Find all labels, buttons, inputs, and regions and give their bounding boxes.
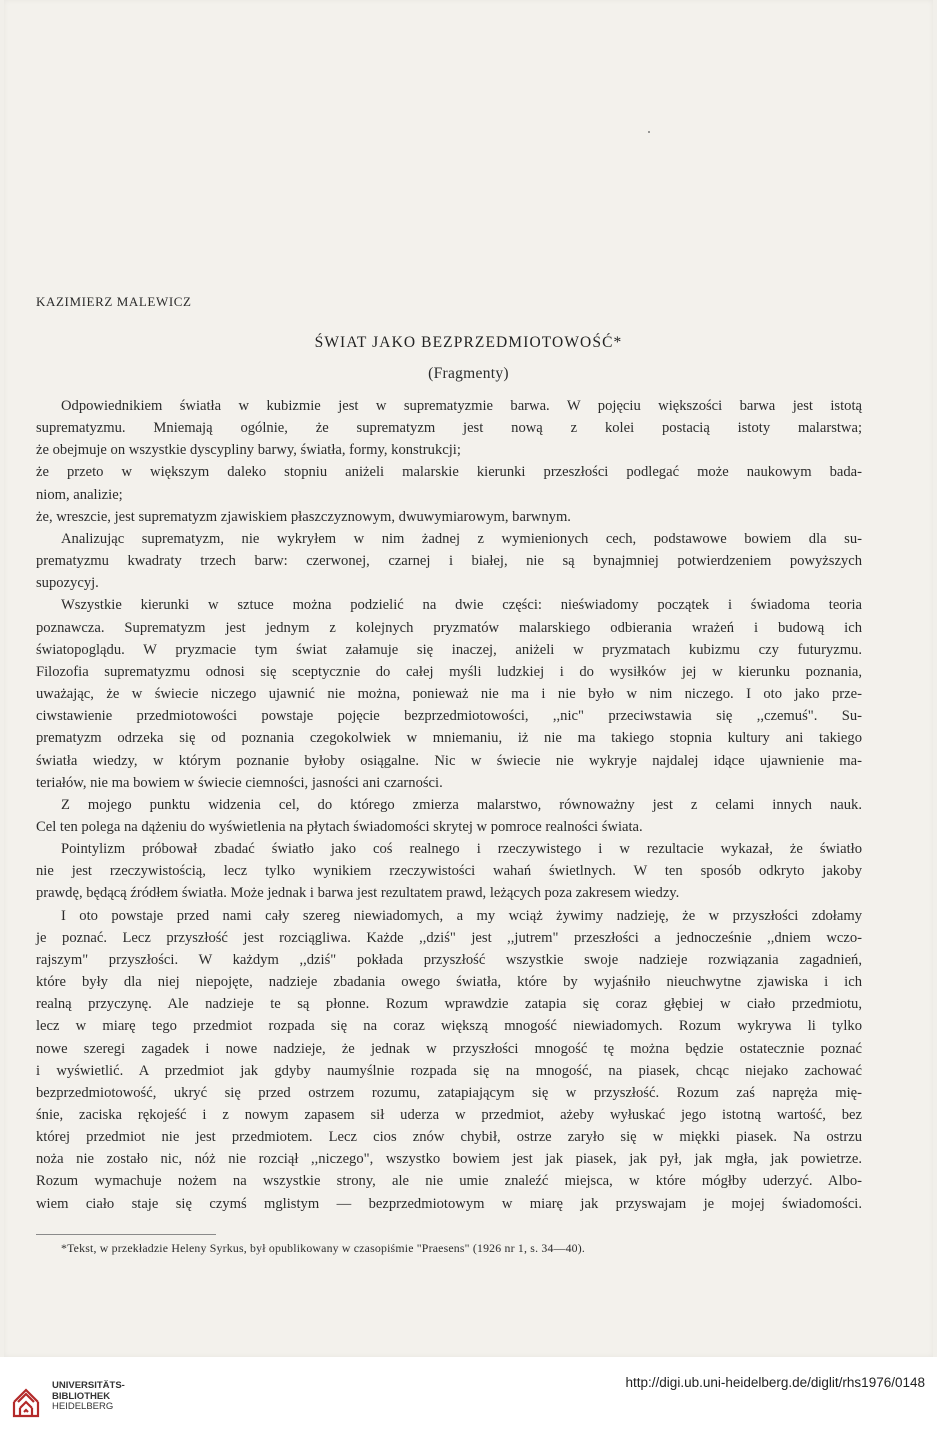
author-name: KAZIMIERZ MALEWICZ: [36, 294, 192, 309]
text-line: Filozofia suprematyzmu odnosi się sceptycznie do całej myśli ludzkiej i do wysiłków jej w kierunku poznania,: [36, 663, 862, 680]
text-line: której przedmiot nie jest przedmiotem. Lecz cios znów chybił, ostrze zaryło się w miękki piasek. Na ostrzu: [36, 1129, 862, 1146]
text-line: światopoglądu. W pryzmacie tym świat załamuje się inaczej, aniżeli w pryzmatach kubizmu czy futuryzmu.: [36, 641, 862, 658]
source-url[interactable]: http://digi.ub.uni-heidelberg.de/diglit/rhs1976/0148: [625, 1375, 925, 1390]
text-line: i wyświetlić. A przedmiot jak gdyby naumyślnie rozpada się na mnogość, na piasek, chcąc niejako zachować: [36, 1062, 862, 1079]
text-line: poznawcza. Suprematyzm jest jednym z kolejnych pryzmatów malarskiego odbierania wrażeń i budową ich: [36, 619, 862, 636]
text-line: I oto powstaje przed nami cały szereg niewiadomych, a my wciąż żywimy nadzieję, że w przyszłości zdołamy: [61, 907, 862, 924]
text-line: wiem ciało staje się czymś mglistym — bezprzedmiotowym w miarę jak przyswajam je mojej świadomości.: [36, 1195, 862, 1212]
text-line: Cel ten polega na dążeniu do wyświetlenia na płytach świadomości skrytej w pomroce realności świata.: [36, 818, 643, 835]
text-line: noża nie zostało nic, nóż nie rozciął ,,niczego", wszystko bowiem jest jak piasek, jak pył, jak mgła, jak powietrze.: [36, 1151, 862, 1168]
text-line: ciwstawienie przedmiotowości powstaje pojęcie bezprzedmiotowości, ,,nic" przeciwstawia się ,,czemuś". Su-: [36, 708, 862, 725]
text-line: Odpowiednikiem światła w kubizmie jest w suprematyzmie barwa. W pojęciu większości barwa jest istotą: [61, 398, 862, 414]
text-line: je poznać. Lecz przyszłość jest rozciągliwa. Każde ,,dziś" jest ,,jutrem" przeszłości a jednocześnie ,,dniem wczo-: [36, 929, 862, 946]
library-name-line: BIBLIOTHEK: [52, 1390, 111, 1402]
text-line: prawdę, będącą źródłem światła. Może jednak i barwa jest rezultatem prawd, leżących poza zakresem wiedzy.: [36, 885, 680, 902]
footnote-rule: [36, 1234, 216, 1235]
text-line: realną przyczynę. Ale nadzieje te są płonne. Rozum wprawdzie zatapia się coraz głębiej w ciało przedmiotu,: [36, 996, 862, 1013]
text-line: teriałów, nie ma bowiem w świecie ciemności, jasności ani czarności.: [36, 774, 443, 791]
text-line: prematyzmu kwadraty trzech barw: czerwonej, czarnej i białej, nie są bynajmniej potwierdzeniem powyższych: [36, 553, 862, 570]
text-line: że przeto w większym daleko stopniu aniżeli malarskie kierunki przeszłości podlegać może naukowym bada-: [36, 464, 862, 481]
text-line: rajszym" przyszłości. W każdym ,,dziś" pokłada przyszłość wszystkie swoje nadzieje rozwiązania zagadnień,: [36, 951, 862, 968]
article-subtitle: (Fragmenty): [428, 365, 509, 382]
library-city: HEIDELBERG: [52, 1401, 114, 1412]
text-line: nie jest rzeczywistością, lecz tylko wynikiem rzeczywistości wahań świetlnych. W ten sposób odkryto jakoby: [36, 863, 862, 880]
text-line: supozycyj.: [36, 575, 99, 592]
text-line: śnie, zaciska rękojeść i z nowym zapasem sił uderza w przedmiot, ażeby wyłuskać jego istotną wartość, bez: [36, 1107, 862, 1123]
library-name: [52, 1381, 125, 1413]
text-line: które były dla niej niepojęte, nadzieje zbadania owego światła, które by wyjaśniło nieuchwytne zjawiska i ich: [36, 974, 862, 991]
scan-speck: [648, 131, 650, 133]
text-line: światła wiedzy, w którym poznanie byłoby osiągalne. Nic w świecie nie wykryje najdalej idące ujawnienie ma-: [36, 752, 862, 769]
text-line: prematyzm odrzeka się od poznania czegokolwiek w mniemaniu, iż nie ma takiego stopnia kultury ani takiego: [36, 730, 862, 747]
text-line: nowe szeregi zagadek i nowe nadzieje, że jednak w przyszłości mnogość tę można będzie ostatecznie poznać: [36, 1040, 862, 1057]
text-line: lecz w miarę tego przedmiot rozpada się na coraz większą mnogość niewiadomych. Rozum wykrywa li tylko: [36, 1018, 862, 1035]
library-logo-icon: [10, 1372, 42, 1420]
text-line: Analizując suprematyzm, nie wykryłem w nim żadnej z wymienionych cech, podstawowe bowiem dla su-: [61, 530, 862, 547]
text-line: uważając, że w świecie niczego ujawnić nie można, ponieważ nie ma i nie było w nim niczego. I oto jako prze-: [36, 686, 862, 703]
text-line: Z mojego punktu widzenia cel, do którego zmierza malarstwo, równoważny jest z celami innych nauk.: [61, 796, 862, 813]
text-line: Rozum wymachuje nożem na wszystkie strony, ale nie umie znaleźć miejsca, w które mógłby uderzyć. Albo-: [36, 1173, 862, 1190]
text-line: Pointylizm próbował zbadać światło jako coś realnego i rzeczywistego i w rezultacie wykazał, że światło: [61, 841, 862, 858]
text-line: Wszystkie kierunki w sztuce można podzielić na dwie części: nieświadomy początek i świadoma teoria: [61, 597, 862, 614]
text-line: niom, analizie;: [36, 486, 123, 503]
footer-bar: [0, 1357, 937, 1431]
text-line: suprematyzmu. Mniemają ogólnie, że suprematyzm jest nową z kolei postacią istoty malarstwa;: [36, 420, 862, 437]
article-title: ŚWIAT JAKO BEZPRZEDMIOTOWOŚĆ*: [314, 334, 623, 351]
library-name-line: UNIVERSITÄTS-: [52, 1380, 125, 1391]
text-line: że, wreszcie, jest suprematyzm zjawiskiem płaszczyznowym, dwuwymiarowym, barwnym.: [36, 508, 571, 525]
text-line: bezprzedmiotowość, ukryć się przed ostrzem rozumu, zatapiającym się w przyszłość. Rozum zaś napręża mię-: [36, 1084, 862, 1101]
text-line: że obejmuje on wszystkie dyscypliny barwy, światła, formy, konstrukcji;: [36, 442, 461, 459]
article-body: [36, 395, 862, 1215]
footnote: *Tekst, w przekładzie Heleny Syrkus, był opublikowany w czasopiśmie "Praesens" (1926 nr 1, s. 34—40).: [61, 1241, 586, 1255]
